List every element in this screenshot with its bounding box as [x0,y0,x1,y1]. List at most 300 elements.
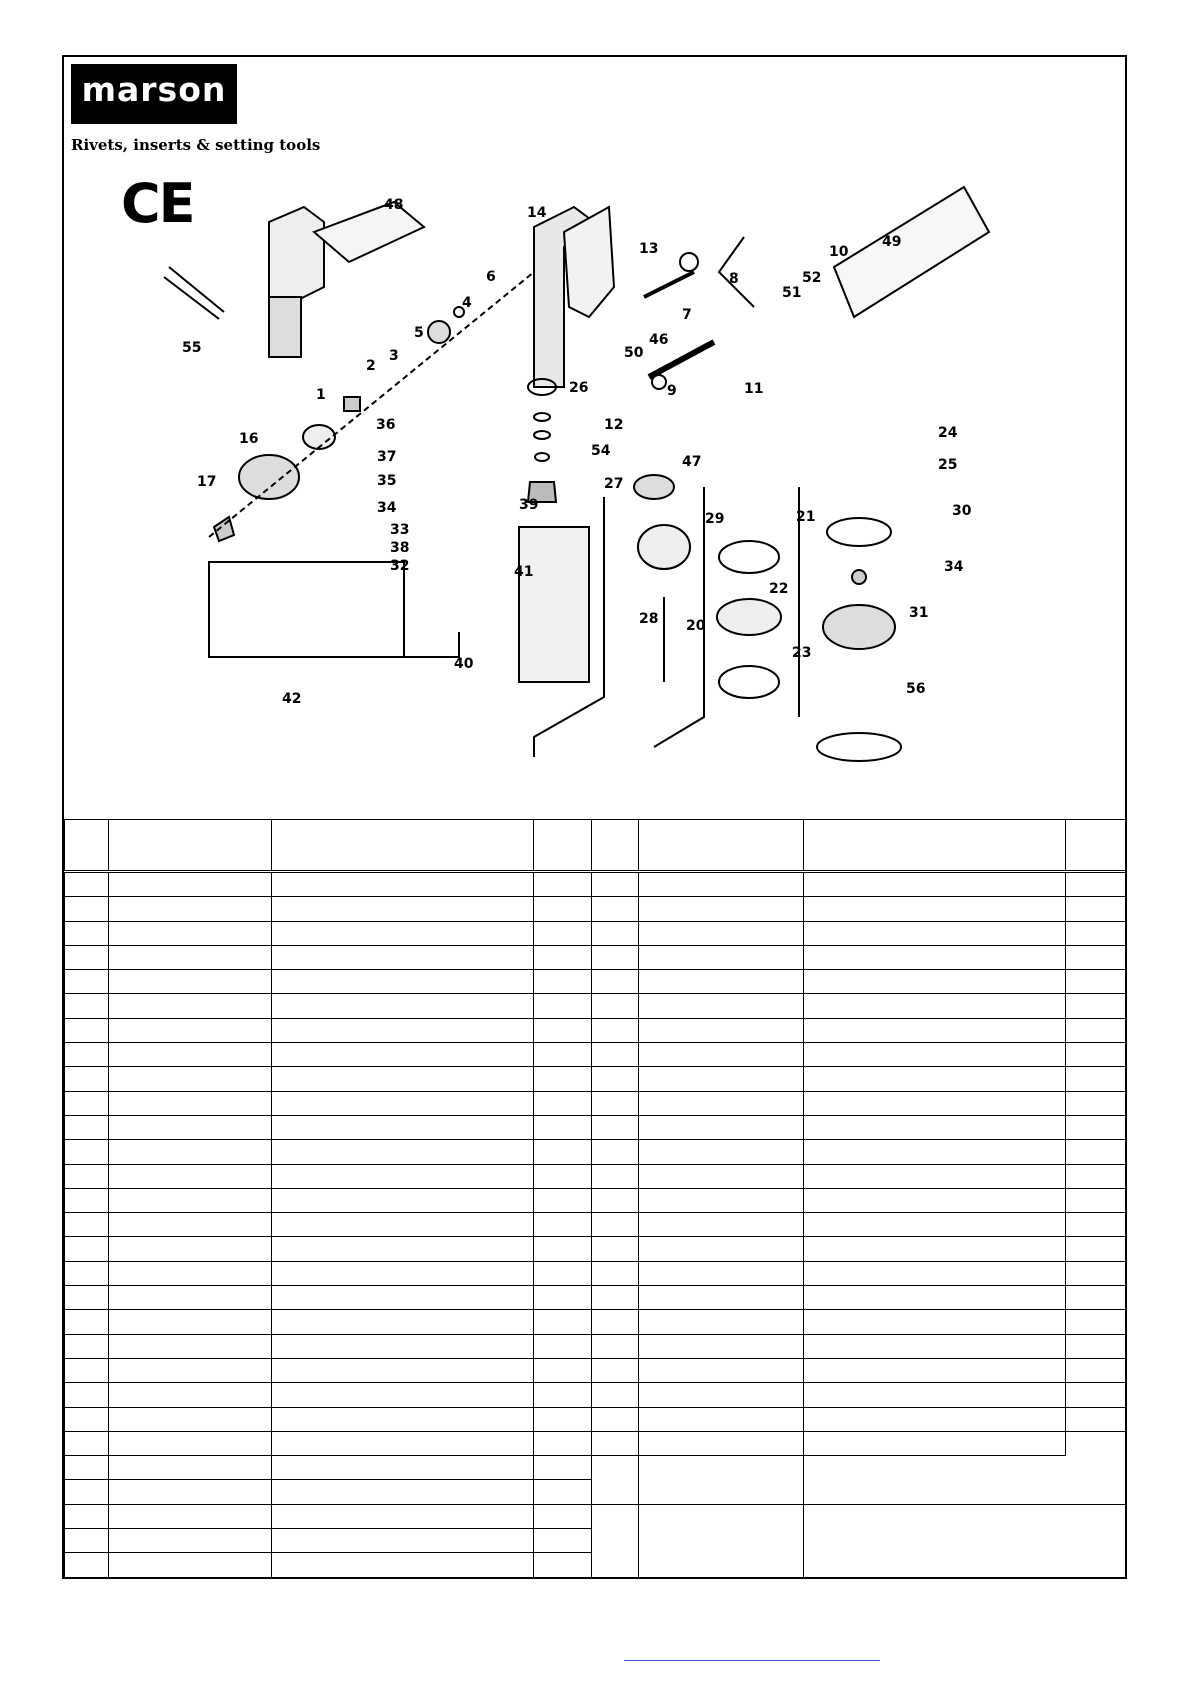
label-52: 52 [802,270,822,286]
label-30: 30 [952,503,972,519]
part-4 [428,321,450,343]
table-cell [1066,945,1126,969]
part-1 [303,425,335,449]
table-cell [804,1261,1066,1285]
table-cell [272,1188,534,1212]
part-54 [535,453,549,461]
table-cell [1066,1358,1126,1382]
table-cell [592,1334,639,1358]
ring-22 [717,599,781,635]
cover-plate-48 [314,202,424,262]
table-cell [109,994,272,1018]
table-cell [639,1286,804,1310]
table-cell [65,945,109,969]
table-cell [639,1188,804,1212]
table-cell [109,1188,272,1212]
table-cell [65,1140,109,1164]
table-cell [534,1286,592,1310]
table-cell [804,1188,1066,1212]
table-cell [592,1358,639,1382]
table-cell [592,970,639,994]
table-cell [804,1140,1066,1164]
header-cell [639,820,804,872]
table-cell [592,1431,639,1455]
table-cell [272,1310,534,1334]
parts-list-table [64,819,1126,1578]
table-row [65,1091,1126,1115]
table-cell [592,1456,639,1505]
table-cell [65,1261,109,1285]
table-cell [534,1261,592,1285]
table-cell [1066,1018,1126,1042]
label-35: 35 [377,473,397,489]
table-cell [109,897,272,921]
table-cell [65,1310,109,1334]
part-7 [644,272,694,297]
table-cell [65,1188,109,1212]
table-cell [804,1164,1066,1188]
table-cell [534,1018,592,1042]
table-cell [592,1407,639,1431]
table-cell [534,1310,592,1334]
marson-logo [71,64,237,124]
header-cell [65,820,109,872]
label-1: 1 [316,387,326,403]
label-10: 10 [829,244,849,260]
table-cell [639,1456,804,1505]
table-cell [534,1164,592,1188]
table-cell [65,1431,109,1455]
tool-body-48 [269,207,324,302]
table-cell [534,994,592,1018]
table-cell [272,970,534,994]
table-cell [109,1383,272,1407]
brand-tagline: Rivets, inserts & setting tools [71,136,321,154]
table-cell [65,897,109,921]
table-cell [1066,1310,1126,1334]
table-row [65,1456,1126,1480]
table-cell [804,1431,1066,1455]
table-cell [592,1213,639,1237]
table-cell [65,994,109,1018]
table-cell [804,1456,1126,1505]
table-cell [272,945,534,969]
table-cell [804,1310,1066,1334]
table-cell [65,872,109,897]
table-cell [109,1431,272,1455]
table-cell [639,1407,804,1431]
label-27: 27 [604,476,624,492]
clamp-56 [817,733,901,761]
plate-31 [823,605,895,649]
table-cell [639,1140,804,1164]
table-cell [109,1067,272,1091]
label-32: 32 [390,558,410,574]
table-row [65,945,1126,969]
table-cell [804,921,1066,945]
label-40: 40 [454,656,474,672]
table-row [65,1164,1126,1188]
table-row [65,1286,1126,1310]
table-cell [109,1091,272,1115]
table-cell [639,994,804,1018]
table-cell [639,1091,804,1115]
table-cell [804,872,1066,897]
table-row [65,1334,1126,1358]
table-row [65,897,1126,921]
table-cell [65,1213,109,1237]
table-cell [272,1286,534,1310]
label-11: 11 [744,381,764,397]
label-48: 48 [384,197,404,213]
table-cell [65,1067,109,1091]
table-cell [272,1115,534,1139]
ce-mark: CE [121,172,194,235]
table-cell [272,1334,534,1358]
table-cell [534,1043,592,1067]
table-cell [272,1529,534,1553]
table-cell [592,1018,639,1042]
table-cell [804,897,1066,921]
table-cell [65,1407,109,1431]
table-cell [639,970,804,994]
table-cell [592,921,639,945]
table-cell [1066,1407,1126,1431]
table-cell [65,1456,109,1480]
label-46: 46 [649,332,669,348]
table-cell [804,1383,1066,1407]
label-36: 36 [376,417,396,433]
table-cell [65,1018,109,1042]
part-12a [534,413,550,421]
table-cell [592,1286,639,1310]
table-cell [592,994,639,1018]
table-row [65,1188,1126,1212]
table-cell [1066,1431,1126,1455]
guide-line-a [404,632,459,657]
table-cell [804,1018,1066,1042]
table-cell [639,1164,804,1188]
table-row [65,1383,1126,1407]
part-47 [634,475,674,499]
label-16: 16 [239,431,259,447]
label-13: 13 [639,241,659,257]
table-row [65,1067,1126,1091]
table-cell [65,1504,109,1528]
table-cell [804,1358,1066,1382]
part-16 [239,455,299,499]
table-cell [592,1261,639,1285]
table-cell [639,1018,804,1042]
table-row [65,1431,1126,1455]
label-17: 17 [197,474,217,490]
table-cell [534,1431,592,1455]
table-cell [592,872,639,897]
table-cell [272,1018,534,1042]
label-23: 23 [792,645,812,661]
table-cell [534,1115,592,1139]
table-cell [639,1261,804,1285]
table-cell [1066,1261,1126,1285]
table-cell [1066,1067,1126,1091]
table-cell [272,994,534,1018]
table-cell [272,921,534,945]
label-38: 38 [390,540,410,556]
label-33: 33 [390,522,410,538]
table-cell [109,1140,272,1164]
table-row [65,921,1126,945]
label-26: 26 [569,380,589,396]
table-cell [534,1383,592,1407]
header-cell [804,820,1066,872]
table-cell [1066,897,1126,921]
label-7: 7 [682,307,692,323]
table-cell [1066,970,1126,994]
table-cell [65,1043,109,1067]
table-cell [592,1115,639,1139]
table-cell [592,1043,639,1067]
table-cell [109,1553,272,1577]
table-cell [534,970,592,994]
table-cell [272,1456,534,1480]
part-12b [534,431,550,439]
part-29 [638,525,690,569]
parts-table-body [65,820,1126,1578]
part-34b [852,570,866,584]
table-cell [109,1213,272,1237]
footer-link[interactable] [624,1660,880,1661]
label-12: 12 [604,417,624,433]
table-cell [109,872,272,897]
label-9: 9 [667,383,677,399]
table-cell [534,921,592,945]
table-cell [592,897,639,921]
table-header-row [65,820,1126,872]
header-cell [592,820,639,872]
table-cell [804,1334,1066,1358]
label-55: 55 [182,340,202,356]
table-cell [592,1504,639,1577]
label-56: 56 [906,681,926,697]
table-cell [65,1164,109,1188]
table-cell [65,921,109,945]
table-cell [109,1237,272,1261]
table-cell [109,1286,272,1310]
table-cell [804,945,1066,969]
label-37: 37 [377,449,397,465]
table-cell [534,1358,592,1382]
table-row [65,1140,1126,1164]
table-cell [272,1213,534,1237]
table-cell [109,1018,272,1042]
label-47: 47 [682,454,702,470]
table-cell [534,1407,592,1431]
table-row [65,1407,1126,1431]
ring-30 [827,518,891,546]
label-41: 41 [514,564,534,580]
table-cell [1066,1140,1126,1164]
table-cell [592,1188,639,1212]
label-21: 21 [796,509,816,525]
table-cell [592,1237,639,1261]
table-cell [109,1334,272,1358]
table-row [65,1237,1126,1261]
table-cell [804,1213,1066,1237]
table-cell [592,1383,639,1407]
table-cell [109,921,272,945]
table-cell [272,1164,534,1188]
table-cell [639,872,804,897]
table-cell [1066,1188,1126,1212]
table-cell [1066,1091,1126,1115]
oring-8 [680,253,698,271]
table-cell [272,1043,534,1067]
table-cell [65,1383,109,1407]
label-50: 50 [624,345,644,361]
table-cell [65,1286,109,1310]
exploded-parts-diagram [64,57,1125,819]
table-row [65,970,1126,994]
table-cell [592,1164,639,1188]
header-cell [272,820,534,872]
table-cell [272,1407,534,1431]
table-cell [804,1407,1066,1431]
label-31: 31 [909,605,929,621]
label-39: 39 [519,497,539,513]
table-row [65,1043,1126,1067]
table-cell [1066,1286,1126,1310]
table-cell [1066,1237,1126,1261]
header-cell [1066,820,1126,872]
table-cell [534,897,592,921]
table-cell [109,1261,272,1285]
label-42: 42 [282,691,302,707]
table-cell [109,1358,272,1382]
part-2 [344,397,360,411]
table-cell [639,1431,804,1455]
label-49: 49 [882,234,902,250]
table-cell [804,970,1066,994]
label-34: 34 [377,500,397,516]
table-cell [804,1067,1066,1091]
table-cell [109,1456,272,1480]
disc-21 [719,541,779,573]
label-28: 28 [639,611,659,627]
label-8: 8 [729,271,739,287]
table-cell [639,1043,804,1067]
table-cell [1066,1334,1126,1358]
label-3: 3 [389,348,399,364]
label-24: 24 [938,425,958,441]
table-cell [65,970,109,994]
table-cell [109,1480,272,1504]
table-cell [272,1553,534,1577]
table-cell [592,1140,639,1164]
table-cell [534,1456,592,1480]
table-cell [272,1261,534,1285]
table-cell [65,1237,109,1261]
label-14: 14 [527,205,547,221]
table-cell [534,1334,592,1358]
table-cell [109,1407,272,1431]
table-cell [65,1334,109,1358]
table-cell [639,897,804,921]
label-29: 29 [705,511,725,527]
table-cell [534,1091,592,1115]
table-cell [109,945,272,969]
table-cell [534,1237,592,1261]
parts-diagram-svg [64,57,1125,819]
table-row [65,1358,1126,1382]
table-cell [1066,1043,1126,1067]
table-cell [804,1043,1066,1067]
table-cell [272,1431,534,1455]
part-17 [214,517,234,541]
table-cell [1066,1164,1126,1188]
table-cell [272,1480,534,1504]
table-cell [1066,872,1126,897]
table-cell [804,1091,1066,1115]
label-6: 6 [486,269,496,285]
table-cell [639,1334,804,1358]
table-cell [1066,921,1126,945]
table-cell [272,1504,534,1528]
table-cell [65,1529,109,1553]
table-cell [534,1553,592,1577]
label-51: 51 [782,285,802,301]
table-cell [639,1237,804,1261]
table-cell [272,1067,534,1091]
table-cell [109,970,272,994]
tool-grip-48 [269,297,301,357]
table-cell [639,1115,804,1139]
table-cell [534,1213,592,1237]
table-cell [534,872,592,897]
table-cell [804,1286,1066,1310]
table-cell [272,872,534,897]
label-2: 2 [366,358,376,374]
table-cell [639,1358,804,1382]
label-34b: 34 [944,559,964,575]
cylinder-28 [519,527,589,682]
table-cell [1066,1213,1126,1237]
table-cell [592,1310,639,1334]
header-cell [109,820,272,872]
table-cell [534,1529,592,1553]
table-cell [109,1164,272,1188]
table-cell [109,1115,272,1139]
assembly-axis [209,272,534,537]
table-cell [592,945,639,969]
table-cell [639,945,804,969]
label-54: 54 [591,443,611,459]
table-cell [639,1310,804,1334]
table-cell [534,1140,592,1164]
table-cell [272,1140,534,1164]
table-cell [534,1504,592,1528]
table-cell [1066,994,1126,1018]
table-row [65,994,1126,1018]
label-5: 5 [414,325,424,341]
label-22: 22 [769,581,789,597]
table-cell [639,921,804,945]
table-cell [804,1237,1066,1261]
table-cell [65,1091,109,1115]
table-cell [592,1067,639,1091]
oring-9 [652,375,666,389]
table-row [65,1504,1126,1528]
table-cell [534,945,592,969]
